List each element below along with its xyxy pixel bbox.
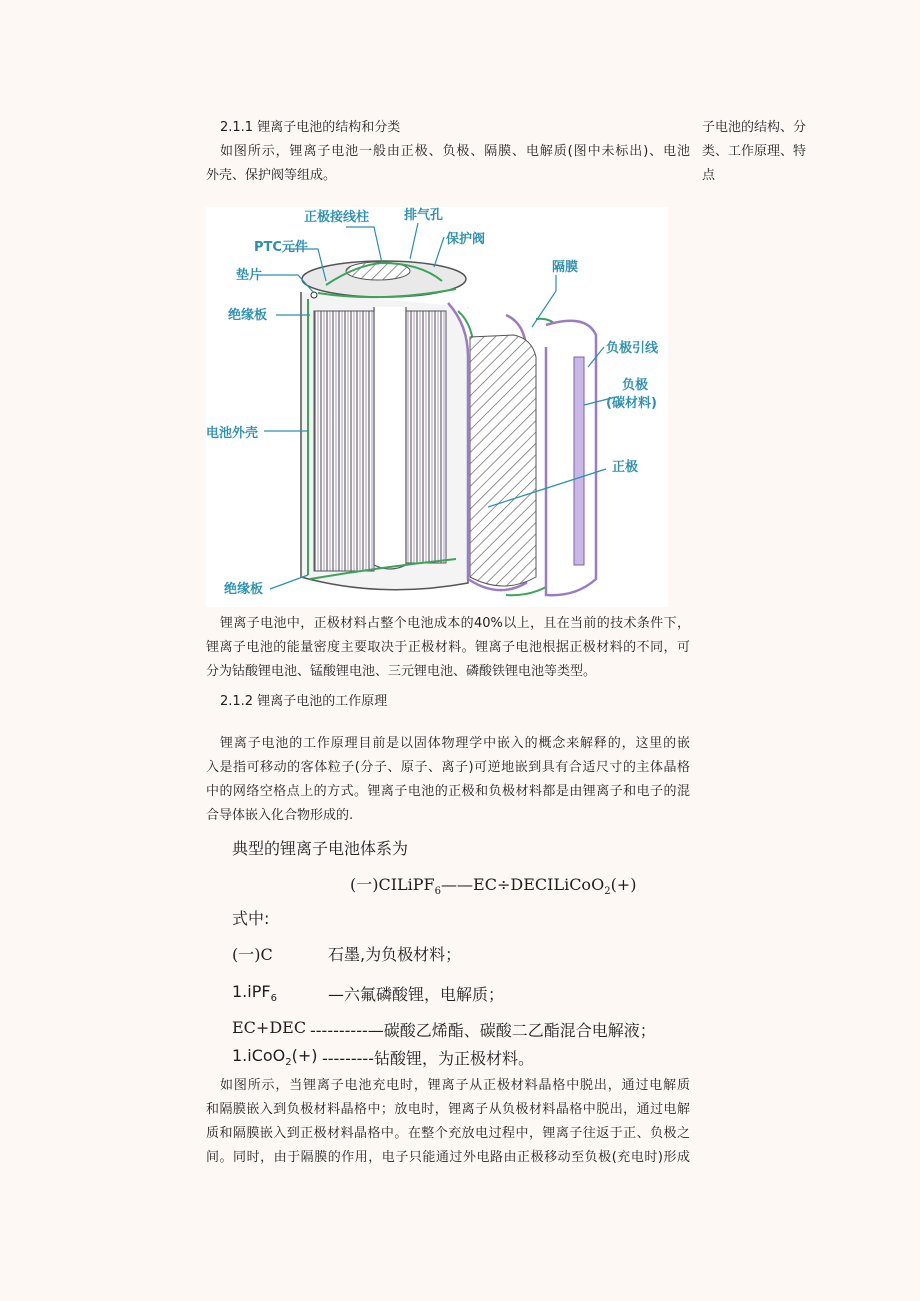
principle-line-1: 锂离子电池的工作原理目前是以固体物理学中嵌入的概念来解释的，这里的嵌 bbox=[220, 736, 690, 751]
principle-line-3: 中的网络空格点上的方式。锂离子电池的正极和负极材料都是由锂离子和电子的混 bbox=[206, 784, 690, 799]
principle-line-2: 入是指可移动的客体粒子(分子、原子、离子)可逆地嵌到具有合适尺寸的主体晶格 bbox=[206, 760, 690, 775]
side-note-line-3: 点 bbox=[702, 168, 716, 183]
label-separator: 隔膜 bbox=[552, 260, 579, 275]
negative-lead-strip bbox=[574, 357, 584, 565]
positive-electrode-sheet bbox=[470, 335, 536, 586]
def-2-desc: —六氟磷酸锂，电解质； bbox=[328, 985, 505, 1004]
battery-cutaway-diagram bbox=[206, 207, 668, 607]
battery-structure-figure bbox=[206, 207, 668, 607]
def-4-term: 1.iCoO$_2$(+) bbox=[232, 1046, 318, 1069]
label-insulator-bottom: 绝缘板 bbox=[224, 582, 264, 597]
body-line-1: 锂离子电池中，正极材料占整个电池成本的40%以上，且在当前的技术条件下， bbox=[220, 616, 690, 631]
def-4-desc: ---------钻酸锂，为正极材料。 bbox=[322, 1049, 534, 1068]
def-3-term: EC+DEC bbox=[232, 1018, 307, 1037]
def-2-term: 1.iPF$_6$ bbox=[232, 982, 277, 1005]
body-line-2: 锂离子电池的能量密度主要取决于正极材料。锂离子电池根据正极材料的不同，可 bbox=[206, 640, 690, 655]
negative-electrode-sheet bbox=[546, 321, 596, 595]
process-line-1: 如图所示，当锂离子电池充电时，锂离子从正极材料晶格中脱出，通过电解质 bbox=[220, 1078, 690, 1093]
section-heading-2-1-2: 2.1.2 锂离子电池的工作原理 bbox=[220, 694, 388, 709]
label-case: 电池外壳 bbox=[206, 426, 259, 441]
process-line-2: 和隔膜嵌入到负极材料晶格中；放电时，锂离子从负极材料晶格中脱出，通过电解 bbox=[206, 1102, 690, 1117]
where-label: 式中: bbox=[232, 909, 270, 928]
electrode-winding-left bbox=[314, 311, 374, 571]
label-vent: 排气孔 bbox=[404, 208, 444, 223]
cell-formula: (一)CILiPF$_6$——EC÷DECILiCoO$_2$(+) bbox=[350, 875, 637, 898]
label-carbon: (碳材料) bbox=[606, 396, 657, 411]
side-note-line-1: 子电池的结构、分 bbox=[702, 120, 807, 135]
process-line-3: 质和隔膜嵌入到正极材料晶格中。在整个充放电过程中，锂离子往返于正、负极之 bbox=[206, 1126, 690, 1141]
label-gasket: 垫片 bbox=[236, 268, 263, 283]
section-heading-2-1-1: 2.1.1 锂离子电池的结构和分类 bbox=[220, 120, 401, 135]
principle-line-4: 合导体嵌入化合物形成的. bbox=[206, 808, 354, 823]
system-title: 典型的锂离子电池体系为 bbox=[232, 839, 409, 858]
def-1-desc: 石墨,为负极材料； bbox=[328, 945, 462, 964]
label-insulator-top: 绝缘板 bbox=[228, 308, 268, 323]
def-3-desc: ----------—碳酸乙烯酯、碳酸二乙酯混合电解液； bbox=[310, 1021, 656, 1040]
label-negative-lead: 负极引线 bbox=[606, 341, 659, 356]
label-positive-terminal: 正极接线柱 bbox=[304, 210, 370, 225]
central-core bbox=[374, 307, 406, 569]
label-safety-valve: 保护阀 bbox=[446, 232, 486, 247]
def-1-term: (一)C bbox=[232, 945, 273, 964]
process-line-4: 间。同时，由于隔膜的作用，电子只能通过外电路由正极移动至负极(充电时)形成 bbox=[206, 1150, 690, 1165]
side-note-line-2: 类、工作原理、特 bbox=[702, 144, 807, 159]
intro-line-2: 外壳、保护阀等组成。 bbox=[206, 168, 337, 183]
body-line-3: 分为钴酸锂电池、锰酸锂电池、三元锂电池、磷酸铁锂电池等类型。 bbox=[206, 664, 597, 679]
label-ptc: PTC元件 bbox=[254, 240, 308, 255]
label-positive: 正极 bbox=[612, 460, 639, 475]
electrode-winding-right bbox=[406, 311, 446, 563]
label-negative: 负极 bbox=[622, 378, 649, 393]
intro-line-1: 如图所示，锂离子电池一般由正极、负极、隔膜、电解质(图中未标出)、电池 bbox=[220, 144, 690, 159]
